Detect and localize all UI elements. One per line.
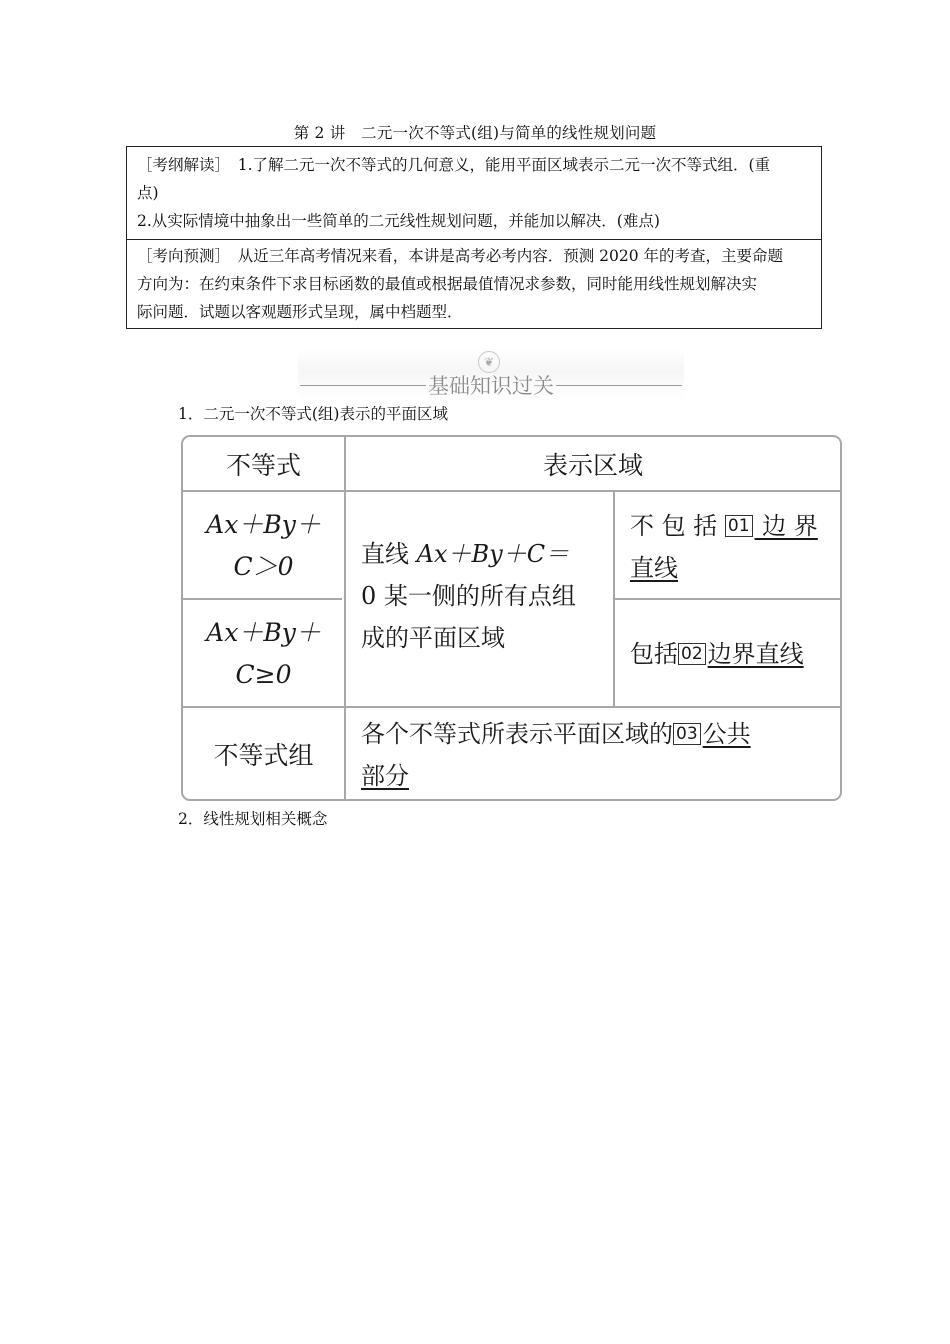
shared-line-1-text: 直线 [361,540,417,568]
shared-line-1 [361,533,611,575]
header-region: 表示区域 [542,450,643,480]
inequality-region-table [181,435,842,801]
blank-number-02: 02 [678,643,706,665]
syllabus-box [126,146,822,329]
group-label: 不等式组 [213,740,314,770]
row2-ineq-part-b: C≥0 [235,660,292,689]
group-description [361,713,839,797]
shared-line-1-math: Ax＋By＋C＝ [416,540,570,568]
group-line-2 [361,755,839,797]
page-title: 第 2 讲 二元一次不等式(组)与简单的线性规划问题 [293,124,657,142]
row1-answer-text: 边 界 [754,512,818,540]
row1-answer-text-2: 直线 [630,554,678,582]
banner-divider-right [556,385,682,386]
row2-ineq-part-a: Ax＋By＋ [206,618,321,647]
section-heading-1: 1．二元一次不等式(组)表示的平面区域 [178,405,448,423]
section-heading-2: 2．线性规划相关概念 [178,810,328,828]
syllabus-line-3: 2.从实际情境中抽象出一些简单的二元线性规划问题，并能加以解决．(难点) [137,212,660,230]
group-answer-text-2: 部分 [361,762,409,790]
forecast-line-1: ［考向预测］ 从近三年高考情况来看，本讲是高考必考内容．预测 2020 年的考查，主要命题 [137,247,784,265]
shared-line-3: 成的平面区域 [361,624,505,652]
syllabus-line-1: ［考纲解读］ 1.了解二元一次不等式的几何意义，能用平面区域表示二元一次不等式组．(重 [137,156,771,174]
shared-region-description [361,533,611,659]
answer-blank-02 [678,640,804,668]
blank-number-01: 01 [725,515,753,537]
row1-inequality [183,492,344,598]
row2-inequality [183,600,344,706]
row1-ineq-part-b: C＞0 [233,552,294,581]
shared-line-2: 0 某一侧的所有点组 [361,582,576,610]
row1-ineq-part-a: Ax＋By＋ [206,510,321,539]
group-answer-text: 公共 [702,720,751,748]
forecast-line-2: 方向为：在约束条件下求目标函数的最值或根据最值情况求参数，同时能用线性规划解决实 [137,275,758,293]
answer-blank-03 [673,720,751,748]
section-banner [298,348,684,400]
header-inequality: 不等式 [225,450,301,480]
row2-answer-text: 边界直线 [707,640,804,668]
row2-boundary-text: 包括 [630,640,678,668]
row2-boundary-cell [630,633,835,675]
blank-number-03: 03 [673,723,701,745]
banner-title: 基础知识过关 [428,374,554,398]
forecast-section [127,240,821,328]
group-line-1 [361,713,839,755]
leaf-icon: ❦ [478,351,500,373]
row1-boundary-line-2 [630,547,835,589]
forecast-line-3: 际问题．试题以客观题形式呈现，属中档题型． [137,303,463,321]
answer-blank-01 [725,512,818,540]
syllabus-line-2: 点) [137,184,159,202]
row1-boundary-cell [630,505,835,589]
syllabus-section [127,147,821,240]
row1-boundary-text: 不 包 括 [630,512,725,540]
row1-boundary-line-1 [630,505,835,547]
table-divider [615,598,840,600]
group-text: 各个不等式所表示平面区域的 [361,720,673,748]
